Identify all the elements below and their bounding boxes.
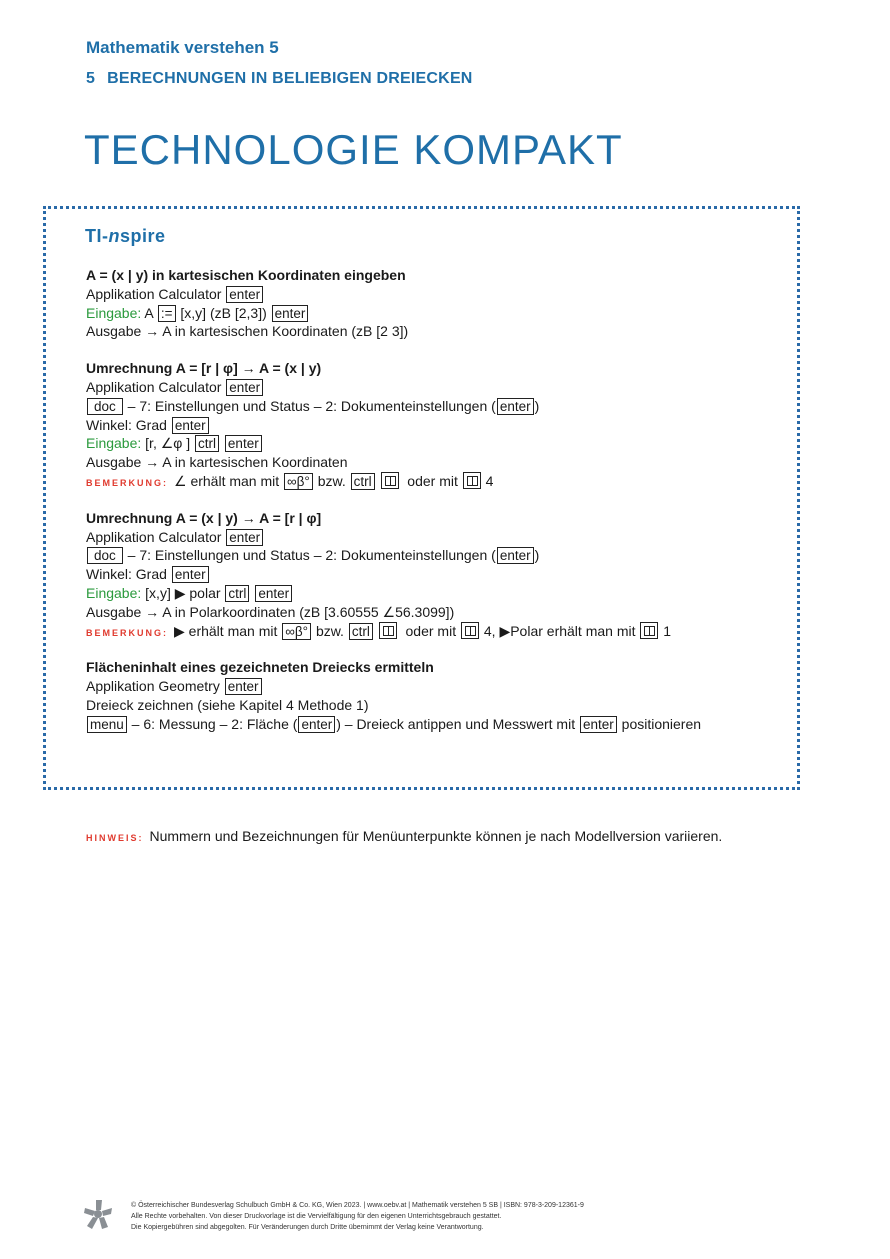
input-label: Eingabe: xyxy=(86,304,142,321)
text-line: Eingabe: A := [x,y] (zB [2,3]) enter xyxy=(86,304,786,323)
enter-key: enter xyxy=(580,716,617,733)
hint-note xyxy=(86,828,722,844)
remark-label: BEMERKUNG: xyxy=(86,477,168,488)
section-heading: Umrechnung A = (x | y) → A = [r | φ] xyxy=(86,509,322,526)
remark-line: BEMERKUNG: ∠ erhält man mit ∞β° bzw. ctrl oder mit 4 xyxy=(86,472,494,489)
enter-key: enter xyxy=(497,398,534,415)
text-line: Ausgabe → A in kartesischen Koordinaten xyxy=(86,454,348,471)
text-line: Eingabe: [x,y] ▶ polar ctrl enter xyxy=(86,584,786,603)
enter-key: enter xyxy=(298,716,335,733)
section-heading: Umrechnung A = [r | φ] → A = (x | y) xyxy=(86,360,322,377)
book-key-icon xyxy=(463,472,481,489)
footer-copyright: © Österreichischer Bundesverlag Schulbuch GmbH & Co. KG, Wien 2023. | www.oebv.at | Mathematik verstehen 5 SB | ISBN: 978-3-209-12361-9 Alle Rechte vorbehalten. Von dieser Druckvorlage ist die Vervielfältigung für den eigenen Unterrichtsgebrauch gestattet. Die Kopiergebühren sind abgegolten. Für Veränderungen durch Dritte übernimmt der Verlag keine Verantwortung. xyxy=(131,1202,584,1231)
text-line: Winkel: Grad enter xyxy=(86,565,786,584)
remark-label: BEMERKUNG: xyxy=(86,627,168,638)
chapter-number: 5 xyxy=(86,70,96,87)
text-line: Eingabe: [r, ∠φ ] ctrl enter xyxy=(86,434,786,453)
text-line: Winkel: Grad enter xyxy=(86,416,786,435)
enter-key: enter xyxy=(255,585,292,602)
text-line: Applikation Calculator enter xyxy=(86,378,786,397)
text-line: Applikation Geometry enter xyxy=(86,677,786,696)
enter-key: enter xyxy=(272,305,309,322)
text-line: Applikation Calculator enter xyxy=(86,528,786,547)
publisher-logo-icon xyxy=(83,1198,113,1230)
section-heading: A = (x | y) in kartesischen Koordinaten eingeben xyxy=(86,267,406,283)
enter-key: enter xyxy=(497,547,534,564)
section-heading: Flächeninhalt eines gezeichneten Dreiecks ermitteln xyxy=(86,659,434,676)
book-key-icon xyxy=(461,622,479,639)
text-line: Dreieck zeichnen (siehe Kapitel 4 Methode 1) xyxy=(86,696,369,713)
symbol-key: ∞β° xyxy=(282,623,311,640)
enter-key: enter xyxy=(226,379,263,396)
hint-label: HINWEIS: xyxy=(86,833,144,843)
ctrl-key: ctrl xyxy=(351,473,375,490)
enter-key: enter xyxy=(172,566,209,583)
remark-line: BEMERKUNG: ▶ erhält man mit ∞β° bzw. ctrl oder mit 4, ▶Polar erhält man mit 1 xyxy=(86,622,672,639)
ctrl-key: ctrl xyxy=(225,585,249,602)
hint-text: Nummern und Bezeichnungen für Menüunterpunkte können je nach Modellversion variieren. xyxy=(149,828,723,844)
page-title: TECHNOLOGIE KOMPAKT xyxy=(84,126,623,173)
book-key-icon xyxy=(640,622,658,639)
box-content xyxy=(86,266,786,734)
enter-key: enter xyxy=(225,678,262,695)
book-key-icon xyxy=(381,472,399,489)
enter-key: enter xyxy=(226,529,263,546)
book-key-icon xyxy=(379,622,397,639)
doc-key: doc xyxy=(87,398,123,415)
chapter-title: BERECHNUNGEN IN BELIEBIGEN DREIECKEN xyxy=(107,70,473,87)
menu-key: menu xyxy=(87,716,127,733)
symbol-key: ∞β° xyxy=(284,473,313,490)
input-label: Eingabe: xyxy=(86,435,142,452)
chapter-heading xyxy=(86,70,473,88)
input-label: Eingabe: xyxy=(86,584,142,601)
text-line: Applikation Calculator enter xyxy=(86,285,786,304)
doc-key: doc xyxy=(87,547,123,564)
enter-key: enter xyxy=(226,286,263,303)
text-line: Ausgabe → A in kartesischen Koordinaten (zB [2 3]) xyxy=(86,323,409,340)
assign-key: := xyxy=(158,305,176,322)
box-title: TI-nspire xyxy=(85,226,166,246)
ctrl-key: ctrl xyxy=(349,623,373,640)
book-title: Mathematik verstehen 5 xyxy=(86,38,279,57)
text-line: Ausgabe → A in Polarkoordinaten (zB [3.60555 ∠56.3099]) xyxy=(86,603,455,620)
ctrl-key: ctrl xyxy=(195,435,219,452)
enter-key: enter xyxy=(172,417,209,434)
enter-key: enter xyxy=(225,435,262,452)
text-line: doc – 7: Einstellungen und Status – 2: Dokumenteinstellungen ( enter ) xyxy=(86,397,786,416)
text-line: doc – 7: Einstellungen und Status – 2: Dokumenteinstellungen ( enter ) xyxy=(86,546,786,565)
text-line: menu – 6: Messung – 2: Fläche ( enter ) – Dreieck antippen und Messwert mit enter positionieren xyxy=(86,715,786,734)
